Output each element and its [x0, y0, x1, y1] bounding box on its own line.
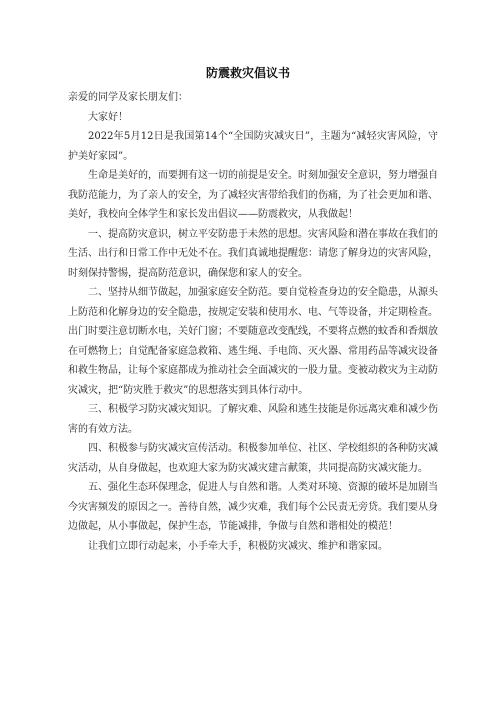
paragraph-point-5: 五、强化生态环保理念，促进人与自然和谐。人类对环境、资源的破坏是加剧当今灾害频发的原因之一。善待自然，减少灾难，我们每个公民责无旁贷。我们要从身边做起，从小事做起，保护生态，节能减排，争做与自然和谐相处的模范！ — [68, 482, 438, 532]
document-title: 防震救灾倡议书 — [205, 66, 290, 80]
salutation: 亲爱的同学及家长朋友们： — [68, 92, 188, 103]
paragraph-theme: 2022年5月12日是我国第14个“全国防灾减灾日”，主题为“减轻灾害风险，守护美好家园”。 — [68, 131, 438, 162]
paragraph-point-4: 四、积极参与防灾减灾宣传活动。积极参加单位、社区、学校组织的各种防灾减灾活动，从自身做起，也欢迎大家为防灾减灾建言献策，共同提高防灾减灾能力。 — [68, 443, 438, 474]
paragraph-intro: 生命是美好的，而要拥有这一切的前提是安全。时刻加强安全意识，努力增强自我防范能力，为了亲人的安全，为了减轻灾害带给我们的伤痛，为了社会更加和谐、美好，我校向全体学生和家长发出倡议——防震救灾，从我做起！ — [68, 170, 438, 220]
paragraph-greeting: 大家好！ — [88, 111, 128, 123]
paragraph-point-2: 二、坚持从细节做起，加强家庭安全防范。要自觉检查身边的安全隐患，从源头上防范和化解身边的安全隐患，按规定安装和使用水、电、气等设备，并定期检查。出门时要注意切断水电，关好门窗；不要随意改变配线，不要将点燃的蚊香和香烟放在可燃物上；自觉配备家庭急救箱、逃生绳、手电筒、灭火器、常用药品等减灾设备和救生物品，让每个家庭都成为推动社会全面减灾的一股力量。变被动救灾为主动防灾减灾，把“防灾胜于救灾”的思想落实到具体行动中。 — [68, 287, 438, 396]
document-body — [68, 88, 438, 556]
paragraph-point-1: 一、提高防灾意识，树立平安防患于未然的思想。灾害风险和潜在事故在我们的生活、出行和日常工作中无处不在。我们真诚地提醒您：请您了解身边的灾害风险，时刻保持警惕，提高防范意识，确保您和家人的安全。 — [68, 228, 438, 279]
paragraph-point-3: 三、积极学习防灾减灾知识。了解灾难、风险和逃生技能是你远离灾难和减少伤害的有效方法。 — [68, 404, 438, 435]
paragraph-closing: 让我们立即行动起来，小手牵大手，积极防灾减灾、维护和谐家园。 — [88, 540, 388, 552]
